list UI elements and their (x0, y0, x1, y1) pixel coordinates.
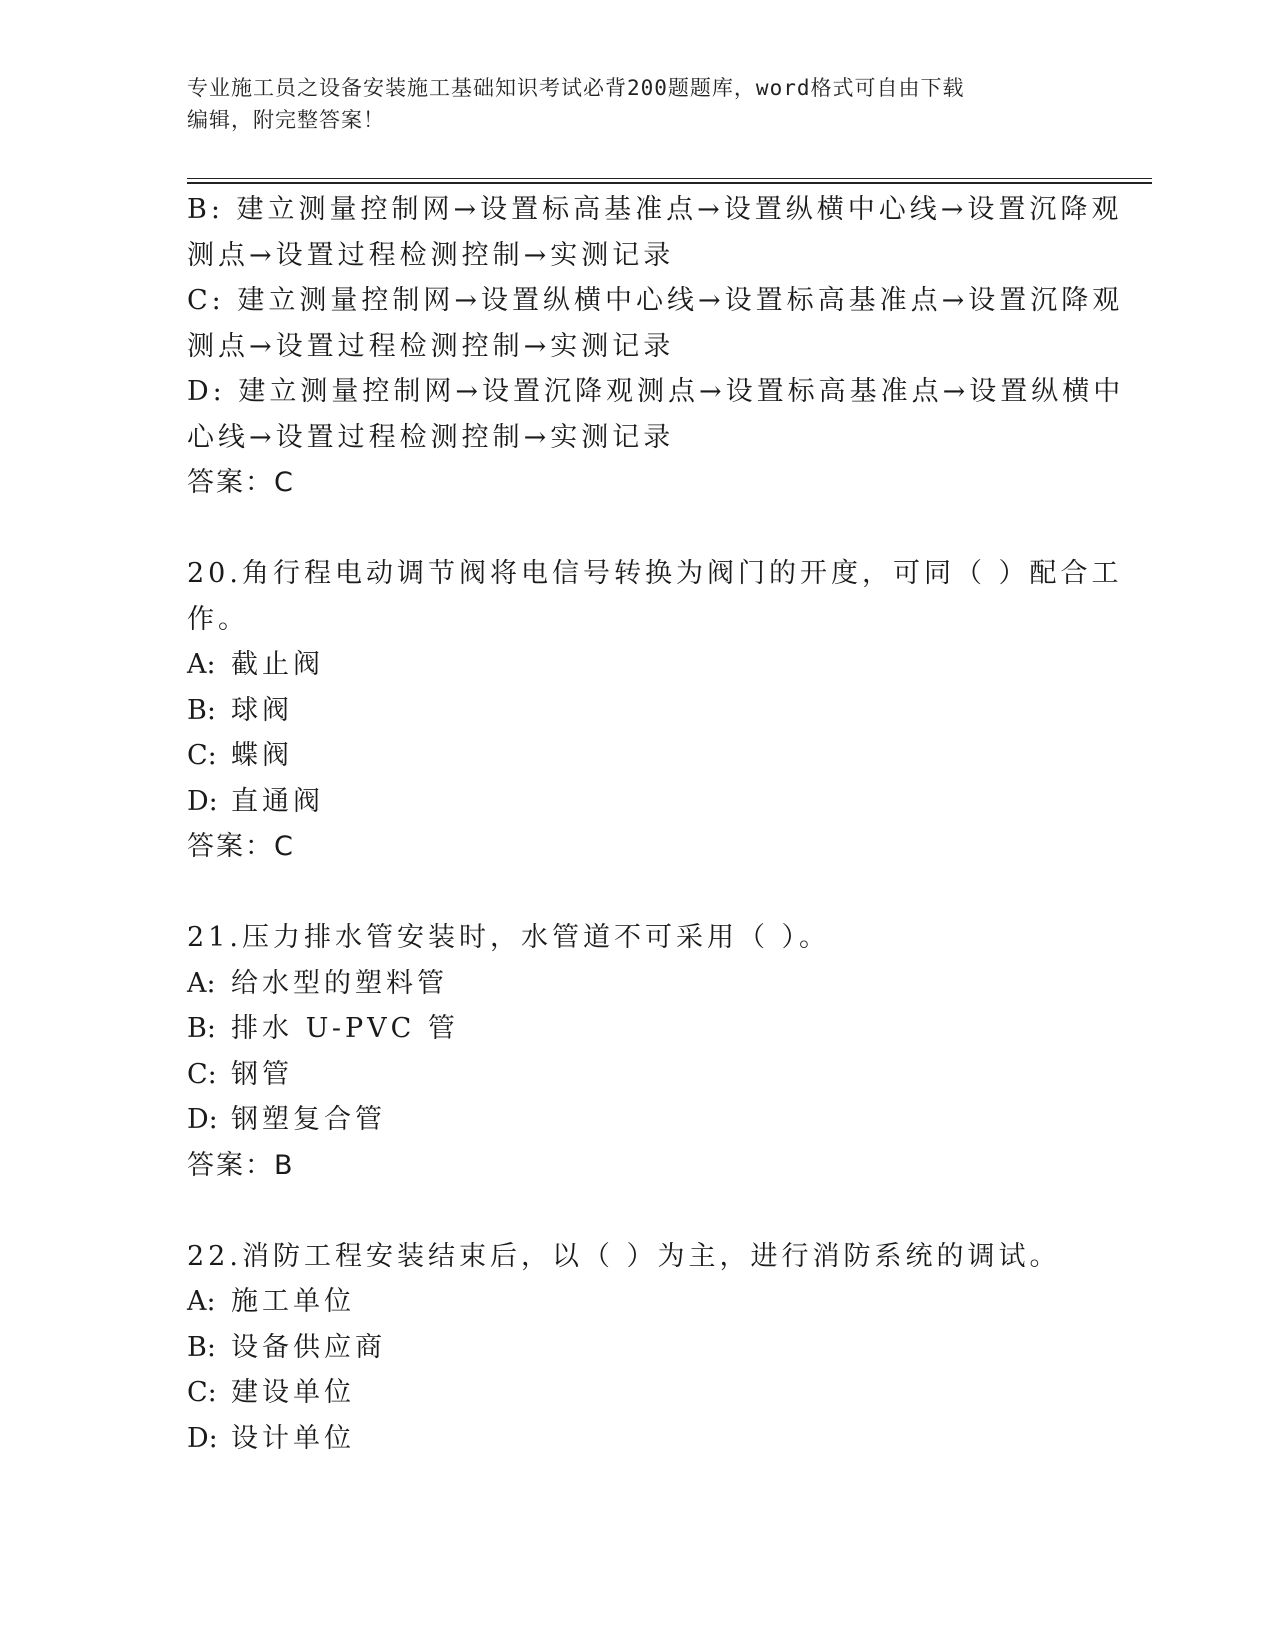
q20-stem-line-2: 作。 (187, 603, 249, 635)
option-text: 设备供应商 (231, 1331, 386, 1363)
q21-option-a (187, 961, 1077, 1007)
option-label: B: (187, 1331, 216, 1363)
q19-option-d-line-1: D: 建立测量控制网→设置沉降观测点→设置标高基准点→设置纵横中 (187, 376, 1125, 407)
q20-option-b (187, 688, 1077, 734)
option-label: D: (187, 1422, 218, 1454)
option-text: 设计单位 (231, 1422, 355, 1454)
q22-option-d (187, 1416, 1077, 1462)
q22-option-c (187, 1370, 1077, 1416)
q21-option-b (187, 1006, 1077, 1052)
option-text: 截止阀 (231, 649, 324, 680)
option-label: B: (187, 1013, 216, 1044)
option-text: 钢管 (231, 1058, 293, 1090)
option-label: D: (187, 1104, 218, 1135)
q20-answer: 答案：C (187, 831, 295, 862)
option-label: B: (187, 694, 216, 726)
option-label: A: (187, 1286, 216, 1317)
question-content (187, 187, 1125, 1461)
spacer (187, 506, 1077, 552)
option-text: 钢塑复合管 (231, 1104, 386, 1135)
q22-option-b (187, 1325, 1077, 1371)
q20-option-c (187, 733, 1077, 779)
header-rule-thick (187, 182, 1152, 184)
q21-option-c (187, 1052, 1077, 1098)
q19-option-b-line-1: B: 建立测量控制网→设置标高基准点→设置纵横中心线→设置沉降观 (187, 194, 1123, 225)
option-text: 球阀 (231, 694, 293, 726)
option-label: A: (187, 967, 216, 999)
option-text: 建设单位 (231, 1377, 355, 1408)
option-text: 蝶阀 (231, 740, 293, 771)
spacer (187, 1188, 1077, 1234)
q21-stem-line-1: 21.压力排水管安装时，水管道不可采用（ ）。 (187, 922, 831, 953)
q19-option-c-line-1: C: 建立测量控制网→设置纵横中心线→设置标高基准点→设置沉降观 (187, 285, 1124, 316)
q20-option-d (187, 779, 1077, 825)
q22-option-a (187, 1279, 1077, 1325)
q19-option-b-line-2: 测点→设置过程检测控制→实测记录 (187, 239, 675, 271)
q22-stem-line-1: 22.消防工程安装结束后，以（ ）为主，进行消防系统的调试。 (187, 1240, 1061, 1272)
spacer (187, 870, 1077, 916)
option-label: C: (187, 1377, 217, 1408)
header-title-line-2: 编辑，附完整答案！ (187, 108, 385, 132)
question-20 (187, 551, 1123, 870)
header-title-line-1: 专业施工员之设备安装施工基础知识考试必背200题题库，word格式可自由下载 (187, 76, 965, 100)
q21-option-d (187, 1097, 1077, 1143)
option-label: C: (187, 740, 217, 771)
option-text: 给水型的塑料管 (231, 967, 448, 999)
option-label: C: (187, 1058, 217, 1090)
q21-answer: 答案：B (187, 1149, 295, 1181)
option-text: 施工单位 (231, 1286, 355, 1317)
document-header (187, 72, 1067, 136)
header-rule-thin (187, 178, 1152, 179)
question-22 (187, 1234, 1077, 1462)
q20-option-a (187, 642, 1077, 688)
option-label: A: (187, 649, 216, 680)
option-text: 直通阀 (231, 785, 324, 817)
option-text: 排水 U-PVC 管 (231, 1013, 459, 1044)
q20-stem-line-1: 20.角行程电动调节阀将电信号转换为阀门的开度，可同（ ）配合工 (187, 558, 1123, 589)
question-21 (187, 915, 1077, 1188)
q19-option-d-line-2: 心线→设置过程检测控制→实测记录 (187, 421, 675, 453)
option-label: D: (187, 785, 218, 817)
q19-option-c-line-2: 测点→设置过程检测控制→实测记录 (187, 330, 675, 362)
q19-answer: 答案：C (187, 467, 295, 498)
question-19-tail (187, 187, 1125, 506)
